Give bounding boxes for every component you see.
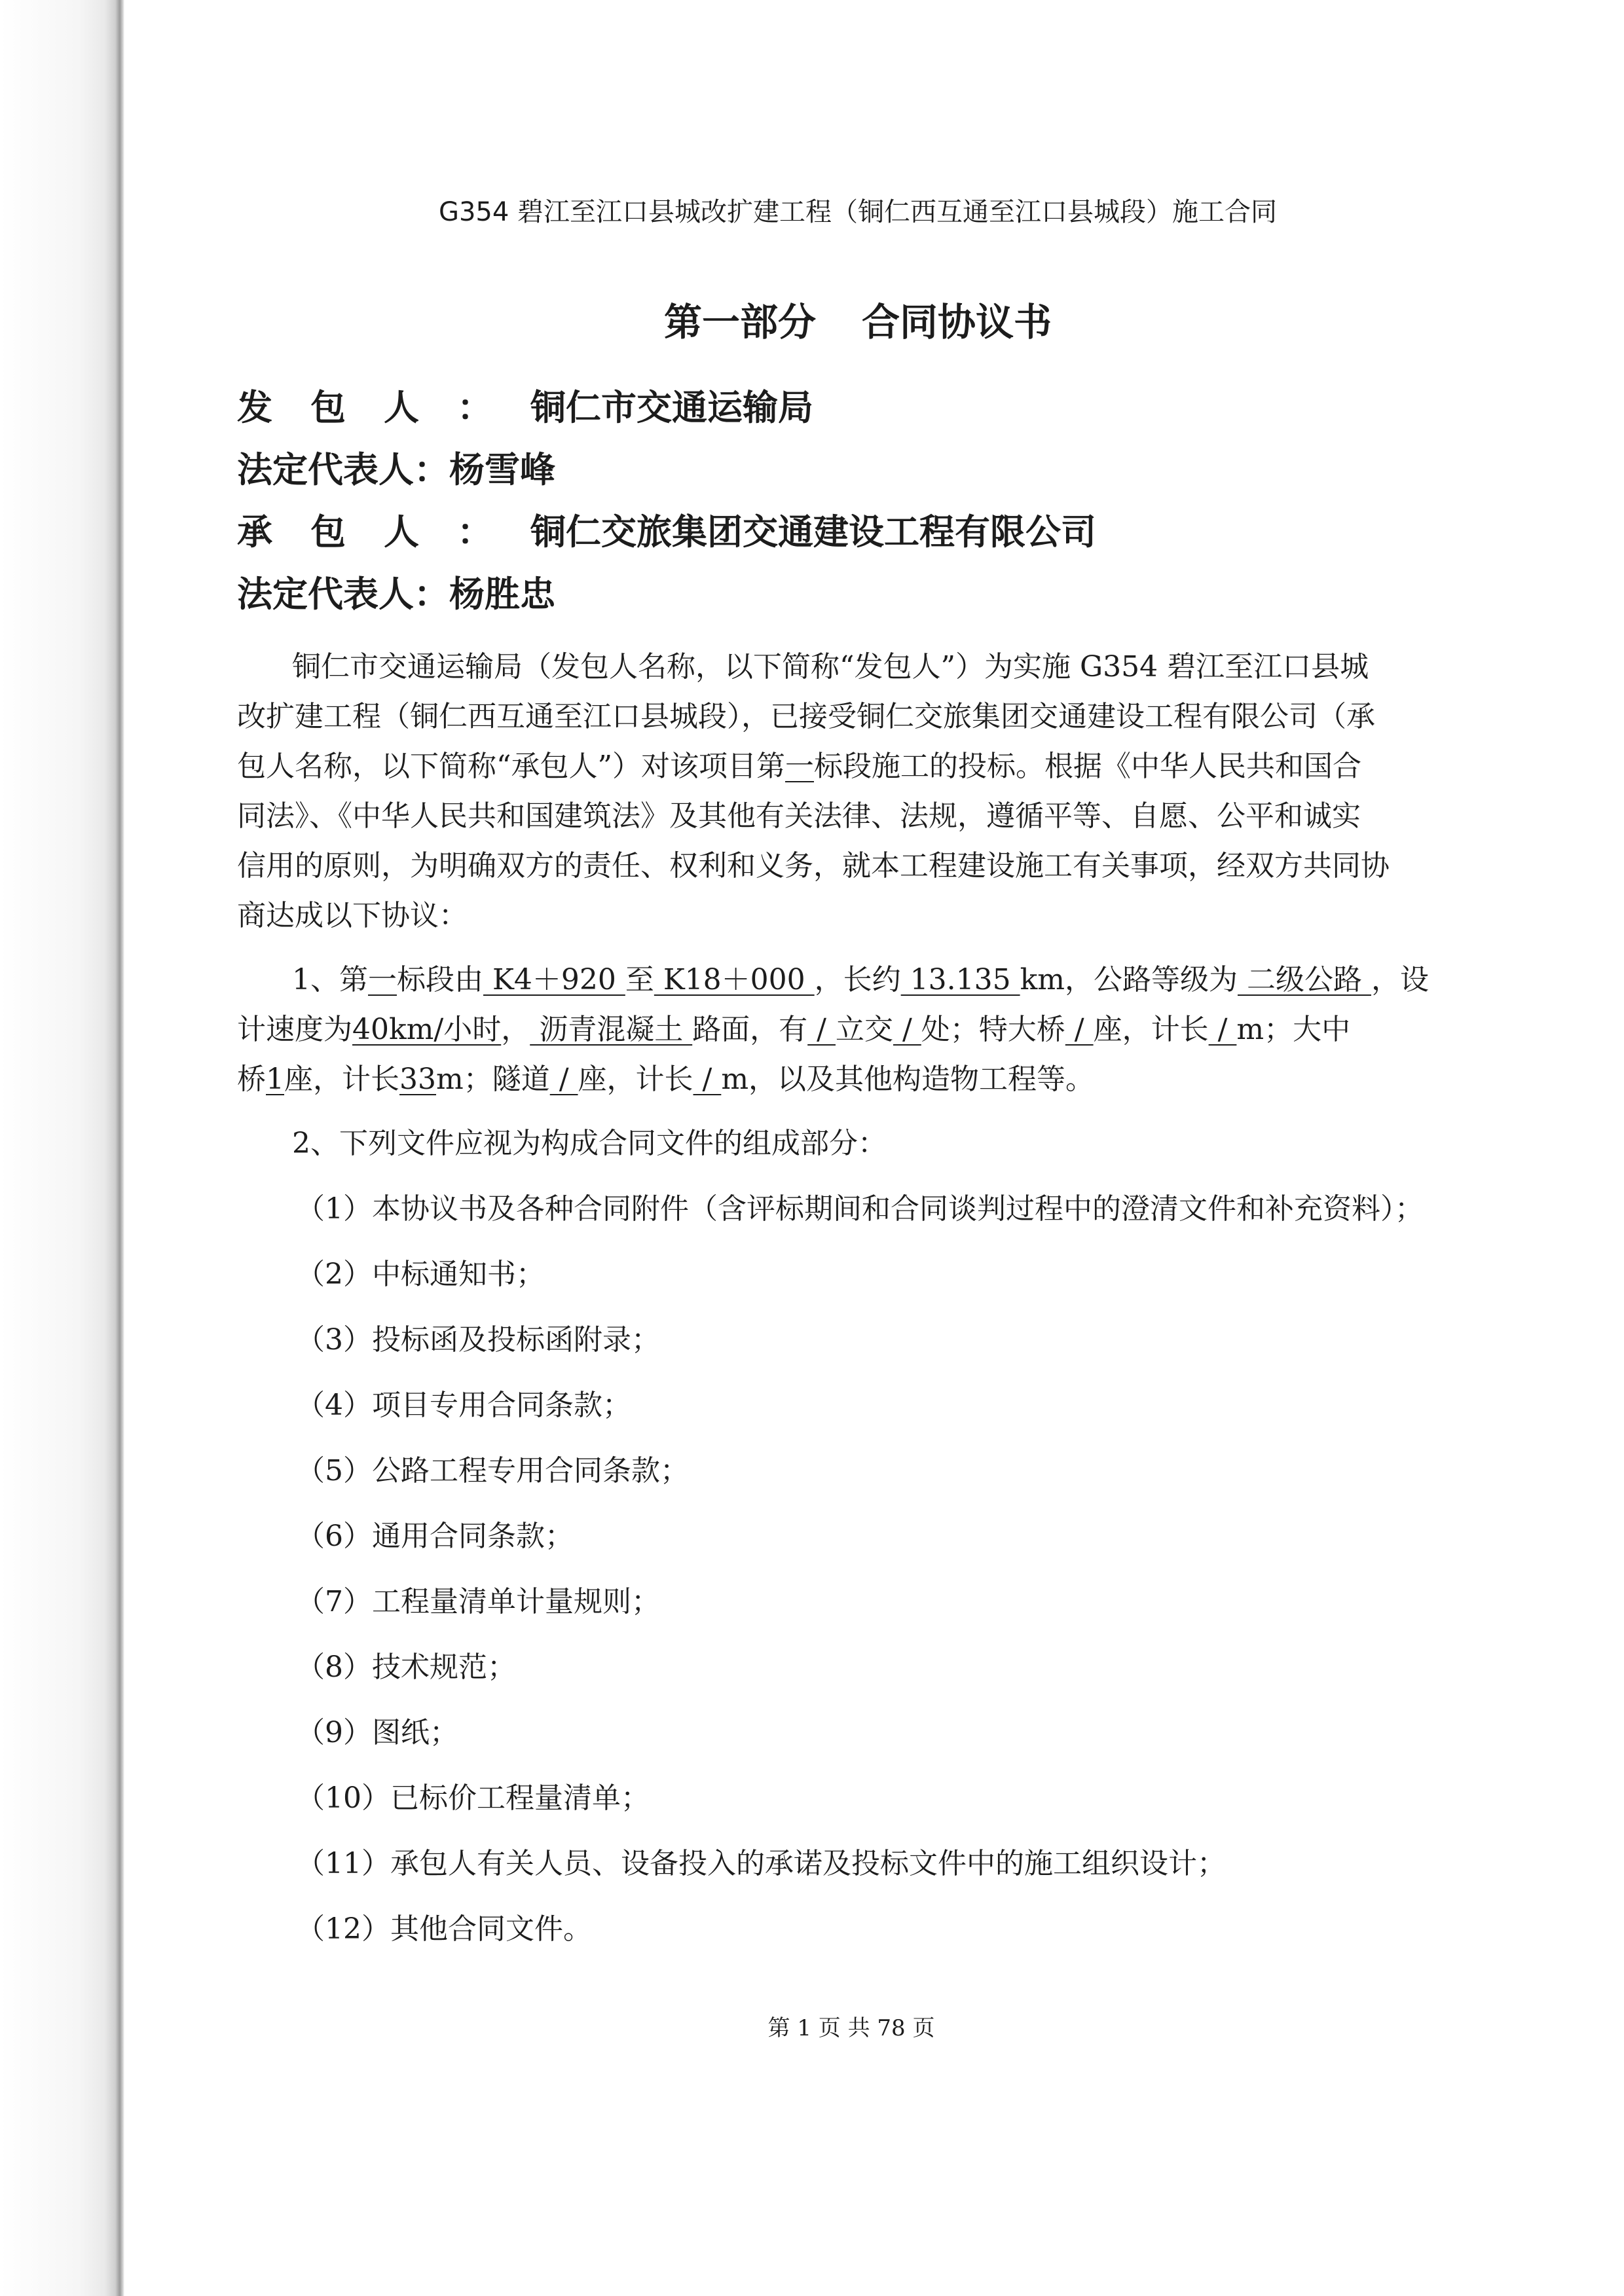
page-number: 第 1 页 共 78 页 (767, 2015, 935, 2041)
employer-rep-name: 杨雪峰 (449, 448, 555, 490)
preamble-line: 铜仁市交通运输局（发包人名称，以下简称“发包人”）为实施 G354 碧江至江口县城 (292, 650, 1369, 683)
pavement-type: 沥青混凝土 (530, 1013, 693, 1046)
preamble-line: 改扩建工程（铜仁西互通至江口县城段），已接受铜仁交旅集团交通建设工程有限公司（承 (237, 700, 1375, 733)
contractor-rep-name: 杨胜忠 (449, 573, 555, 615)
contract-document-item: （2）中标通知书； (296, 1258, 545, 1291)
employer-label: 发包人： (237, 386, 530, 428)
section-number: 一 (785, 750, 814, 783)
clause1-line: 计速度为40km/小时， 沥青混凝土 路面，有 / 立交 / 处；特大桥 / 座，计长 / m；大中 (237, 1013, 1351, 1046)
design-speed: 40km/小时 (352, 1013, 502, 1046)
route-length: 13.135 (900, 963, 1020, 996)
preamble-line: 商达成以下协议： (237, 899, 468, 932)
road-grade: 二级公路 (1237, 963, 1371, 996)
preamble-line: 包人名称，以下简称“承包人”）对该项目第一标段施工的投标。根据《中华人民共和国合 (237, 750, 1361, 783)
clause1-line: 1、第一标段由 K4＋920 至 K18＋000 ，长约 13.135 km，公路等级为 二级公路 ，设 (292, 963, 1429, 996)
contract-document-item: （9）图纸； (296, 1716, 458, 1749)
end-station: K18＋000 (654, 963, 815, 996)
contract-document-item: （3）投标函及投标函附录； (296, 1323, 660, 1357)
contractor-line (237, 504, 1096, 555)
document-part: 第一部分 (663, 300, 816, 344)
contract-document-item: （8）技术规范； (296, 1650, 516, 1684)
contract-document-item: （5）公路工程专用合同条款； (296, 1454, 689, 1487)
contract-document-item: （6）通用合同条款； (296, 1520, 574, 1553)
contractor-label: 承包人： (237, 511, 530, 553)
clause1-line: 桥1座，计长33m；隧道 / 座，计长 / m，以及其他构造物工程等。 (237, 1063, 1095, 1096)
clause2-intro: 2、下列文件应视为构成合同文件的组成部分： (292, 1127, 887, 1160)
preamble-line: 信用的原则，为明确双方的责任、权利和义务，就本工程建设施工有关事项，经双方共同协 (237, 849, 1390, 883)
contract-document-item: （12）其他合同文件。 (296, 1912, 592, 1946)
employer-line (237, 380, 813, 430)
employer-name: 铜仁市交通运输局 (530, 386, 813, 428)
preamble-line: 同法》、《中华人民共和国建筑法》及其他有关法律、法规，遵循平等、自愿、公平和诚实 (237, 799, 1361, 833)
start-station: K4＋920 (483, 963, 625, 996)
contract-document-item: （7）工程量清单计量规则； (296, 1585, 660, 1618)
document-title-text: 合同协议书 (862, 300, 1052, 344)
employer-rep-line (237, 442, 555, 492)
document-title (367, 291, 1349, 346)
employer-rep-label: 法定代表人： (237, 448, 449, 490)
binding-edge (0, 0, 124, 2296)
contract-document-item: （10）已标价工程量清单； (296, 1781, 650, 1815)
contract-document-item: （4）项目专用合同条款； (296, 1389, 631, 1422)
page-header: G354 碧江至江口县城改扩建工程（铜仁西互通至江口县城段）施工合同 (438, 197, 1278, 227)
contract-document-item: （1）本协议书及各种合同附件（含评标期间和合同谈判过程中的澄清文件和补充资料）； (296, 1192, 1424, 1226)
contractor-rep-line (237, 566, 555, 617)
contract-document-item: （11）承包人有关人员、设备投入的承诺及投标文件中的施工组织设计； (296, 1847, 1226, 1880)
contractor-rep-label: 法定代表人： (237, 573, 449, 615)
contractor-name: 铜仁交旅集团交通建设工程有限公司 (530, 511, 1096, 553)
